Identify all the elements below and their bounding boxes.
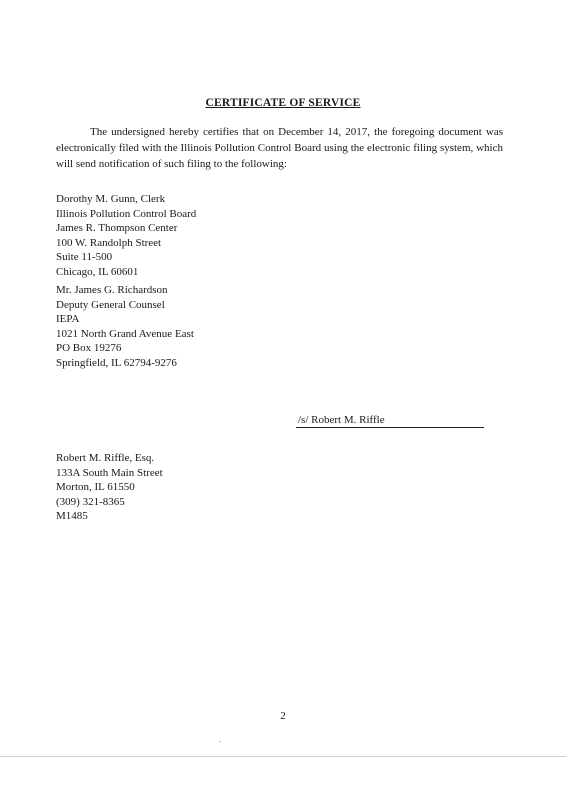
address-line: M1485 [56,510,88,523]
address-line: 100 W. Randolph Street [56,236,162,249]
address-line: Robert M. Riffle, Esq. [56,452,155,464]
address-line: James R. Thompson Center [56,222,178,235]
address-line: (309) 321-8365 [56,495,125,508]
address-line: PO Box 19276 [56,342,122,355]
certification-paragraph: The undersigned hereby certifies that on December 14, 2017, the foregoing document was electronically filed with the Illinois Pollution Control Board using the electronic filing system, which will send notification of such filing to the following: [56,126,503,170]
address-line: Suite 11-500 [56,251,113,264]
address-line: Chicago, IL 60601 [56,265,139,278]
document-title: CERTIFICATE OF SERVICE [205,97,361,109]
address-line: Mr. James G. Richardson [56,284,168,296]
scan-artifact [219,741,221,742]
page-bottom-edge [0,756,566,757]
signature-line: /s/ Robert M. Riffle [296,413,484,428]
address-line: Springfield, IL 62794-9276 [56,356,177,369]
address-line: Deputy General Counsel [56,298,165,311]
address-line: 133A South Main Street [56,466,163,479]
address-line: Illinois Pollution Control Board [56,207,197,220]
address-line: Morton, IL 61550 [56,481,135,494]
address-line: Dorothy M. Gunn, Clerk [56,193,166,205]
page-number: 2 [280,710,286,722]
recipient-address-clerk [56,192,196,280]
sender-address-block [56,451,163,524]
address-line: 1021 North Grand Avenue East [56,327,194,340]
address-line: IEPA [56,313,80,326]
recipient-address-counsel [56,283,194,371]
